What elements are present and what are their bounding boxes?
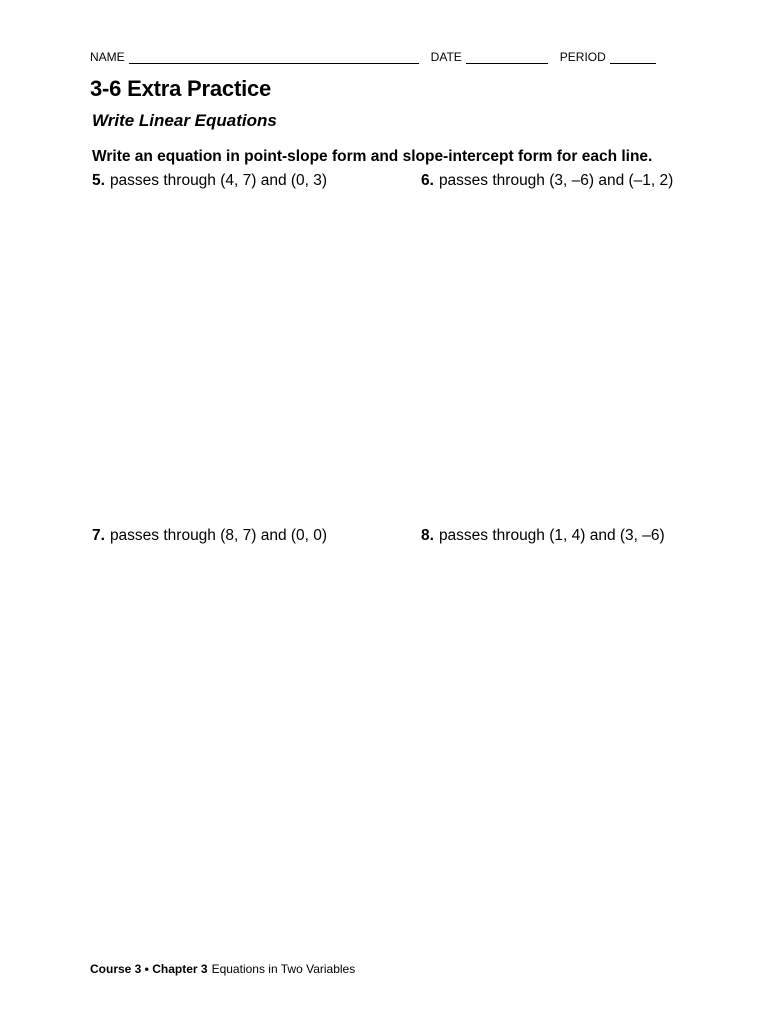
page-footer bbox=[90, 962, 355, 976]
footer-course-chapter: Course 3 • Chapter 3 bbox=[90, 962, 208, 976]
problem-number: 7. bbox=[92, 527, 105, 544]
instructions-text: Write an equation in point-slope form and slope-intercept form for each line. bbox=[92, 148, 653, 165]
problem-number: 8. bbox=[421, 527, 434, 544]
problem-text: passes through (1, 4) and (3, –6) bbox=[438, 527, 665, 544]
problem-text: passes through (4, 7) and (0, 3) bbox=[109, 172, 328, 189]
problem-7 bbox=[92, 527, 327, 545]
date-label: DATE bbox=[430, 50, 462, 64]
problem-number: 6. bbox=[421, 172, 434, 189]
period-label: PERIOD bbox=[559, 50, 606, 64]
page-subtitle: Write Linear Equations bbox=[92, 111, 277, 130]
problem-text: passes through (8, 7) and (0, 0) bbox=[109, 527, 328, 544]
footer-topic: Equations in Two Variables bbox=[211, 962, 356, 976]
page-title: 3-6 Extra Practice bbox=[90, 76, 272, 101]
problem-5 bbox=[92, 172, 327, 190]
problem-6 bbox=[421, 172, 673, 190]
problem-8 bbox=[421, 527, 665, 545]
name-label: NAME bbox=[90, 50, 125, 64]
problem-text: passes through (3, –6) and (–1, 2) bbox=[438, 172, 674, 189]
worksheet-header bbox=[90, 46, 690, 64]
period-blank-line bbox=[610, 51, 656, 64]
date-blank-line bbox=[466, 51, 548, 64]
problem-number: 5. bbox=[92, 172, 105, 189]
name-blank-line bbox=[129, 51, 419, 64]
